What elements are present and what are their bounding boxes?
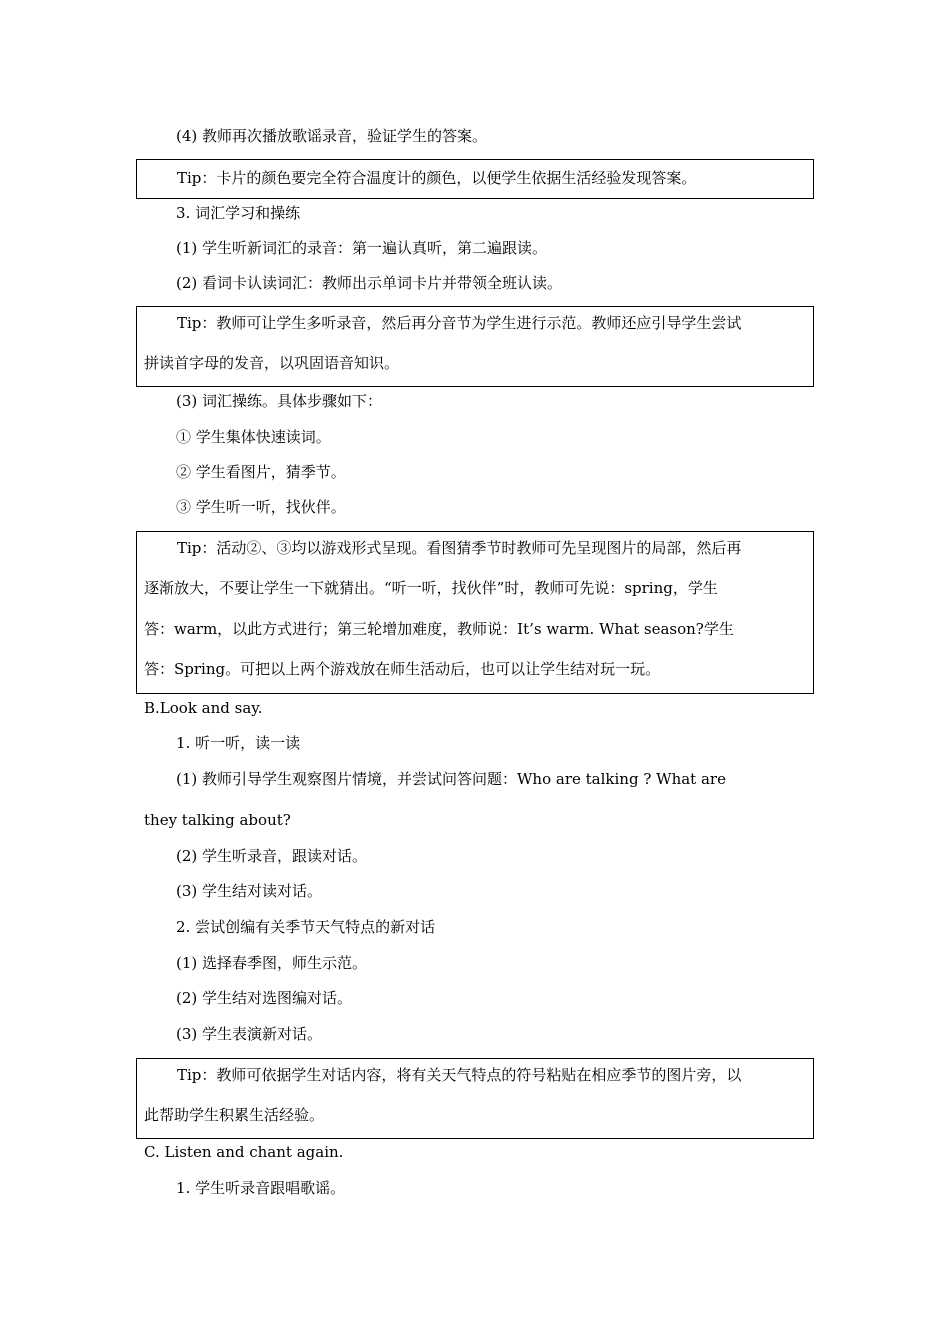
tip-box-1 [136, 159, 814, 199]
step-4-text: (4) 教师再次播放歌谣录音，验证学生的答案。 [176, 127, 488, 145]
step-3-3-a-text: ① 学生集体快速读词。 [176, 428, 331, 446]
c-step-1-text: 1. 学生听录音跟唱歌谣。 [176, 1179, 346, 1197]
tip-4-line-1: Tip：教师可依据学生对话内容，将有关天气特点的符号粘贴在相应季节的图片旁，以 [177, 1066, 742, 1084]
step-3-3-text: (3) 词汇操练。具体步骤如下： [176, 392, 383, 410]
tip-box-2 [136, 306, 814, 387]
b-step-2-3-text: (3) 学生表演新对话。 [176, 1025, 323, 1043]
tip-4-line-2: 此帮助学生积累生活经验。 [144, 1106, 325, 1124]
section-b-heading: B.Look and say. [144, 699, 263, 717]
b-step-2-heading: 2. 尝试创编有关季节天气特点的新对话 [176, 918, 436, 936]
step-3-1-text: (1) 学生听新词汇的录音：第一遍认真听，第二遍跟读。 [176, 239, 548, 257]
step-3-3-b-text: ② 学生看图片，猜季节。 [176, 463, 346, 481]
b-step-1-heading: 1. 听一听，读一读 [176, 734, 301, 752]
tip-3-line-2: 逐渐放大，不要让学生一下就猜出。“听一听，找伙伴”时，教师可先说：spring，学生 [144, 579, 718, 597]
tip-3-line-4: 答：Spring。可把以上两个游戏放在师生活动后，也可以让学生结对玩一玩。 [144, 660, 661, 678]
b-step-1-1-text: (1) 教师引导学生观察图片情境，并尝试问答问题：Who are talking ? What are [176, 770, 726, 788]
b-step-1-2-text: (2) 学生听录音，跟读对话。 [176, 847, 368, 865]
section-3-heading: 3. 词汇学习和操练 [176, 204, 301, 222]
b-step-1-3-text: (3) 学生结对读对话。 [176, 882, 323, 900]
tip-2-line-2: 拼读首字母的发音，以巩固语音知识。 [144, 354, 400, 372]
tip-box-3 [136, 531, 814, 694]
section-c-heading: C. Listen and chant again. [144, 1143, 344, 1161]
tip-box-4 [136, 1058, 814, 1139]
tip-1-line-1: Tip：卡片的颜色要完全符合温度计的颜色，以便学生依据生活经验发现答案。 [177, 169, 697, 187]
tip-2-line-1: Tip：教师可让学生多听录音，然后再分音节为学生进行示范。教师还应引导学生尝试 [177, 314, 742, 332]
tip-3-line-3: 答：warm，以此方式进行；第三轮增加难度，教师说：It’s warm. What season?学生 [144, 620, 734, 638]
b-step-2-1-text: (1) 选择春季图，师生示范。 [176, 954, 368, 972]
step-3-3-c-text: ③ 学生听一听，找伙伴。 [176, 498, 346, 516]
step-3-2-text: (2) 看词卡认读词汇：教师出示单词卡片并带领全班认读。 [176, 274, 563, 292]
b-step-2-2-text: (2) 学生结对选图编对话。 [176, 989, 353, 1007]
tip-3-line-1: Tip：活动②、③均以游戏形式呈现。看图猜季节时教师可先呈现图片的局部，然后再 [177, 539, 742, 557]
b-step-1-1-text-cont: they talking about? [144, 811, 291, 829]
